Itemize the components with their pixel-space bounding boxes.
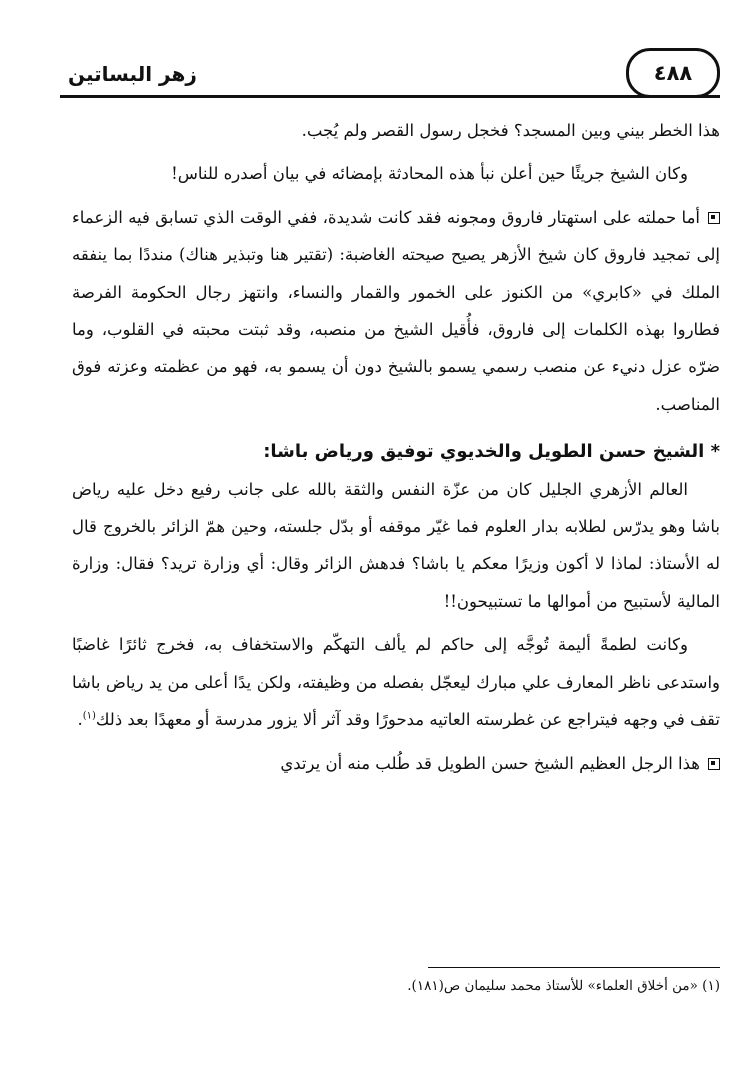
paragraph	[72, 199, 720, 423]
paragraph	[72, 745, 720, 782]
section-heading: * الشيخ حسن الطويل والخديوي توفيق ورياض باشا:	[263, 441, 720, 463]
footnote-rule	[428, 967, 720, 968]
square-bullet-icon	[708, 212, 720, 224]
footnote-reference: (١)	[82, 710, 96, 722]
paragraph: العالم الأزهري الجليل كان من عزّة النفس والثقة بالله على جانب رفيع دخل عليه رياض باشا وهو يدرّس لطلابه بدار العلوم فما غيّر موقفه أو بدّل جلسته، وحين همّ الزائر بالخروج قال له الأستاذ: لماذا لا أكون وزيرًا معكم يا باشا؟ فدهش الزائر وقال: أي وزارة تريد؟ فقال: وزارة المالية لأستبيح من أموالها ما تستبيحون!!	[72, 479, 720, 611]
body-text	[72, 112, 720, 782]
paragraph-text: هذا الرجل العظيم الشيخ حسن الطويل قد طُلب منه أن يرتدي	[280, 753, 700, 773]
footnote: (١) «من أخلاق العلماء» للأستاذ محمد سليمان ص(١٨١).	[407, 978, 720, 994]
paragraph-tail: .	[77, 710, 83, 730]
paragraph-text: وكانت لطمةً أليمة تُوجَّه إلى حاكم لم يألف التهكّم والاستخفاف به، فخرج ثائرًا غاضبًا واستدعى ناظر المعارف علي مبارك ليعجّل بفصله من وظيفته، ولكن يدًا أعلى من يد رياض باشا تقف في وجهه فيتراجع عن غطرسته العاتيه مدحورًا وقد آثر ألا يزور مدرسة أو معهدًا بعد ذلك	[72, 635, 720, 730]
header-rule	[60, 95, 720, 98]
paragraph-text: أما حملته على استهتار فاروق ومجونه فقد كانت شديدة، ففي الوقت الذي تسابق فيه الزعماء إلى تمجيد فاروق كان شيخ الأزهر يصيح صيحته الغاضبة: (تقتير هنا وتبذير هناك) منددًا بما ينفقه الملك في «كابري» من الكنوز على الخمور والقمار والنساء، وانتهز رجال الحكومة الفرصة فطاروا بهذه الكلمات إلى فاروق، فأُقيل الشيخ من منصبه، وقد ثبتت محبته في القلوب، وما ضرّه عزل دنيء عن منصب رسمي يسمو بالشيخ دون أن يسمو به، فهو من عظمته وعزته فوق المناصب.	[72, 207, 720, 414]
paragraph: هذا الخطر بيني وبين المسجد؟ فخجل رسول القصر ولم يُجب.	[301, 121, 720, 140]
running-title: زهر البساتين	[68, 62, 197, 86]
page-header	[60, 48, 720, 98]
paragraph: وكان الشيخ جريئًا حين أعلن نبأ هذه المحادثة بإمضائه في بيان أصدره للناس!	[171, 164, 688, 184]
page-number: ٤٨٨	[626, 48, 720, 98]
paragraph	[72, 626, 720, 738]
square-bullet-icon	[708, 758, 720, 770]
